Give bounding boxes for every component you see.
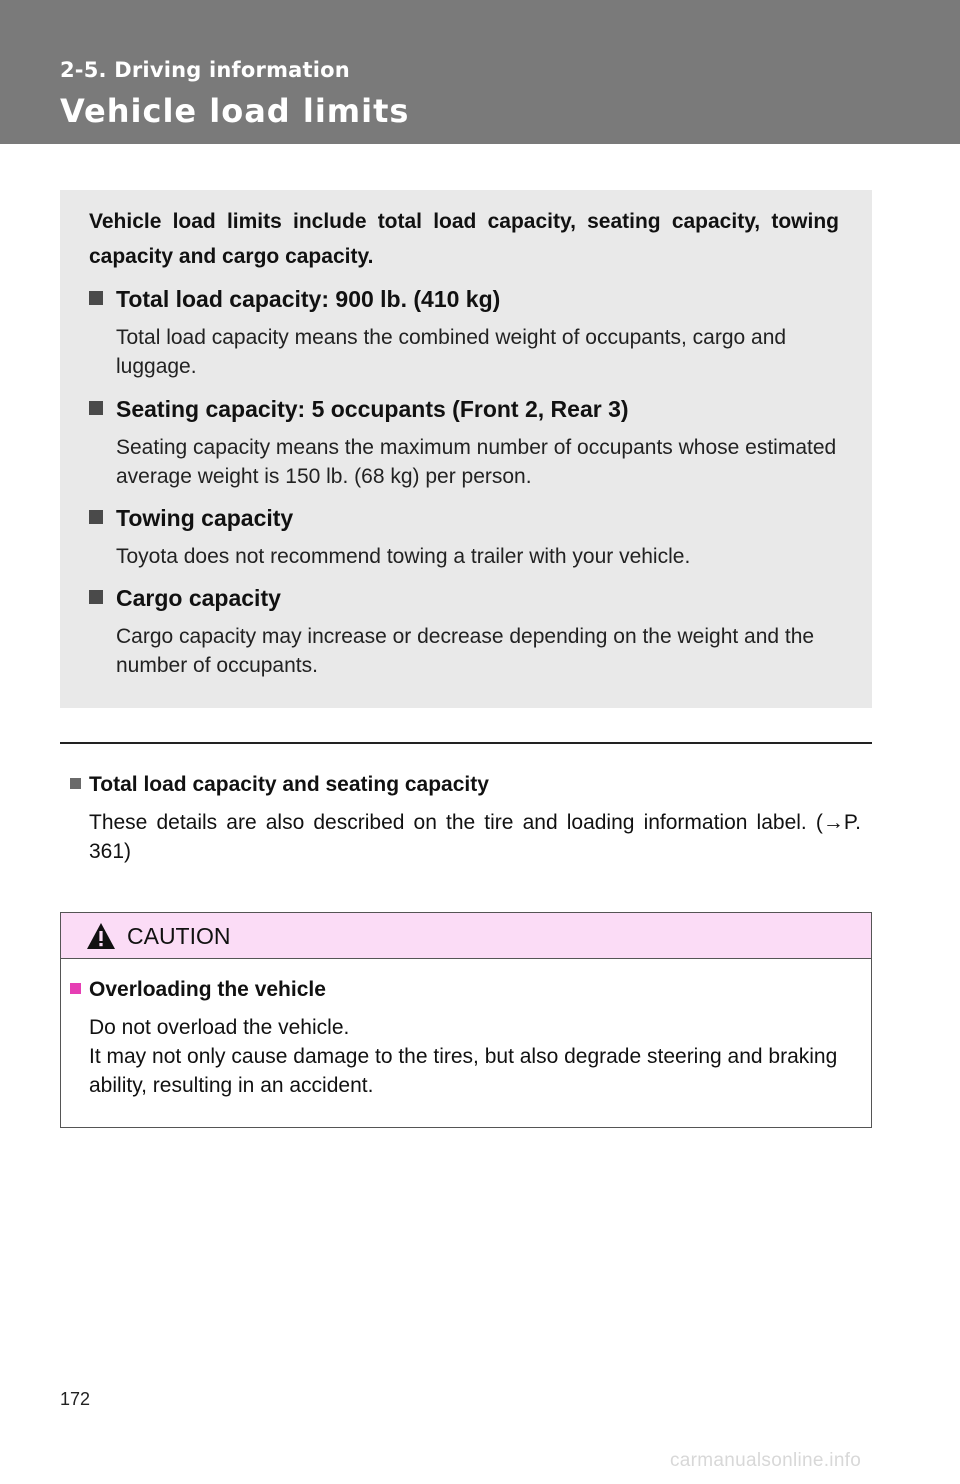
- page-title: Vehicle load limits: [60, 92, 410, 130]
- section-divider: [60, 742, 872, 744]
- square-bullet-icon: [89, 590, 103, 604]
- caution-line: Do not overload the vehicle.: [89, 1016, 350, 1039]
- square-bullet-icon: [70, 778, 81, 789]
- note-heading: [70, 770, 489, 800]
- square-bullet-icon: [89, 510, 103, 524]
- note-title: Total load capacity and seating capacity: [89, 773, 489, 796]
- page-number: 172: [60, 1389, 91, 1409]
- summary-intro: Vehicle load limits include total load capacity, seating capacity, towing capacity and cargo capacity.: [89, 210, 839, 268]
- item-heading: [89, 503, 293, 533]
- watermark: carmanualsonline.info: [670, 1450, 862, 1471]
- note-text: These details are also described on the tire and loading information label. (→P. 361): [89, 811, 861, 863]
- square-bullet-icon: [70, 983, 81, 994]
- caution-line: It may not only cause damage to the tires, but also degrade steering and braking ability, resulting in an accident.: [89, 1045, 838, 1097]
- item-title: Towing capacity: [116, 505, 294, 531]
- caution-box: [60, 912, 872, 1128]
- caution-title: Overloading the vehicle: [89, 978, 326, 1001]
- item-text: Seating capacity means the maximum number of occupants whose estimated average weight is 150 lb. (68 kg) per person.: [116, 436, 837, 488]
- item-text: Cargo capacity may increase or decrease depending on the weight and the number of occupants.: [116, 625, 815, 677]
- item-text: Total load capacity means the combined weight of occupants, cargo and luggage.: [116, 326, 787, 378]
- item-text: Toyota does not recommend towing a trailer with your vehicle.: [116, 545, 691, 568]
- section-label: 2-5. Driving information: [60, 58, 350, 82]
- square-bullet-icon: [89, 291, 103, 305]
- warning-triangle-icon: [86, 922, 116, 950]
- item-heading: [89, 583, 281, 613]
- square-bullet-icon: [89, 401, 103, 415]
- caution-heading: [70, 975, 326, 1005]
- caution-text: [89, 1013, 869, 1100]
- item-title: Cargo capacity: [116, 585, 281, 611]
- caution-label: CAUTION: [127, 923, 231, 949]
- item-heading: [89, 284, 500, 314]
- item-title: Total load capacity: 900 lb. (410 kg): [116, 286, 501, 312]
- caution-header: [61, 913, 871, 959]
- item-heading: [89, 394, 629, 424]
- item-title: Seating capacity: 5 occupants (Front 2, Rear 3): [116, 396, 629, 422]
